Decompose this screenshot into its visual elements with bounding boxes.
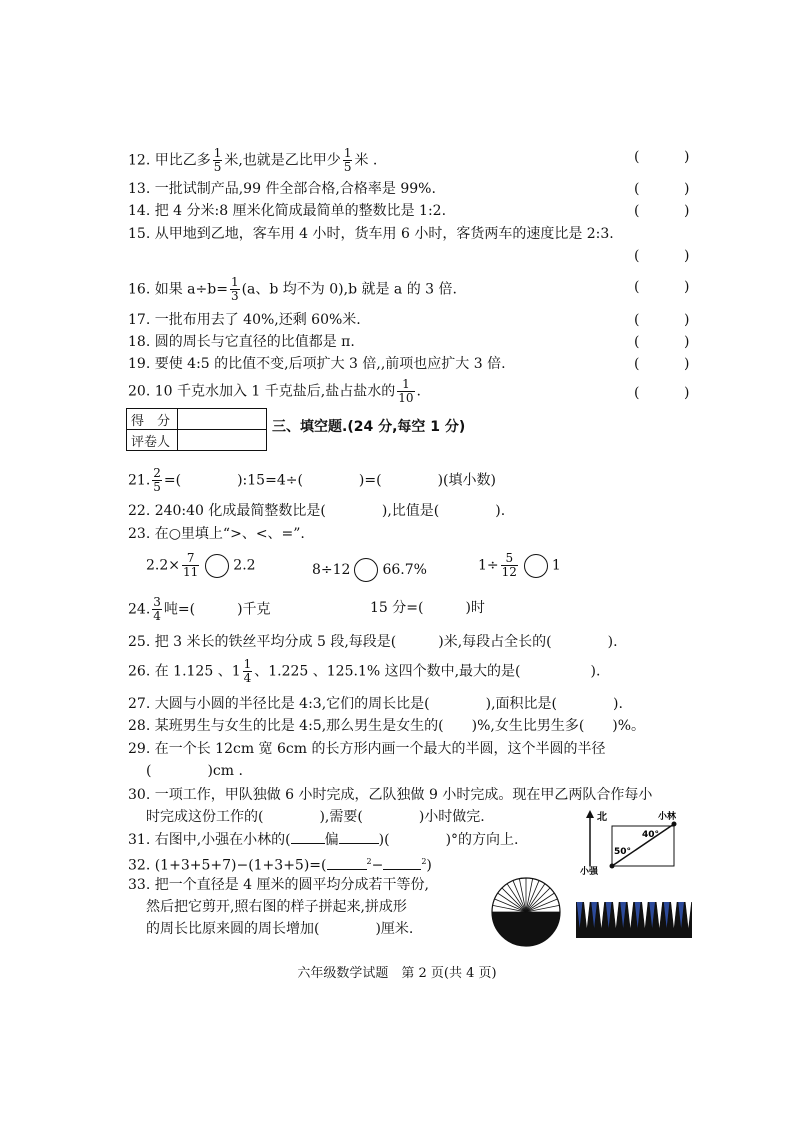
question-33-cont2: 的周长比原来圆的周长增加( )厘米. — [146, 921, 414, 937]
grader-cell[interactable] — [178, 430, 267, 451]
sector-line — [502, 888, 526, 912]
question-29: 29. 在一个长 12cm 宽 6cm 的长方形内画一个最大的半圆，这个半圆的半径 — [128, 741, 606, 757]
question-14: 14. 把 4 分米:8 厘米化简成最简单的整数比是 1:2. — [128, 203, 447, 219]
fraction: $\frac{3}{4}$ — [153, 595, 161, 623]
answer-paren-17[interactable]: ( ) — [634, 312, 690, 328]
circle-bottom-half — [492, 912, 560, 946]
answer-paren-16[interactable]: ( ) — [634, 279, 690, 295]
blank-underline[interactable] — [291, 843, 325, 844]
score-cell[interactable] — [178, 409, 267, 430]
answer-paren-13[interactable]: ( ) — [634, 181, 690, 197]
page-footer: 六年级数学试题 第 2 页(共 4 页) — [297, 966, 497, 981]
answer-paren-15[interactable]: ( ) — [634, 248, 690, 264]
compare-circle-3[interactable] — [524, 554, 548, 578]
question-13: 13. 一批试制产品,99 件全部合格,合格率是 99%. — [128, 181, 436, 197]
question-16: 16. 如果 a÷b= $\frac{1}{3}$ (a、b 均不为 0),b 就是 a 的 3 倍. — [128, 275, 457, 303]
fraction: $\frac{1}{5}$ — [343, 146, 352, 174]
direction-diagram — [580, 810, 692, 876]
fraction: $\frac{5}{12}$ — [501, 551, 517, 579]
question-15: 15. 从甲地到乙地，客车用 4 小时，货车用 6 小时，客货两车的速度比是 2:3. — [128, 226, 614, 242]
xiaoqiang-point — [610, 864, 615, 869]
section-3-heading: 三、填空题.(24 分,每空 1 分) — [272, 419, 466, 435]
fraction: $\frac{1}{10}$ — [398, 377, 414, 405]
grader-label: 评卷人 — [127, 430, 178, 451]
compare-circle-1[interactable] — [205, 554, 229, 578]
blank-underline[interactable] — [339, 843, 379, 844]
question-18: 18. 圆的周长与它直径的比值都是 π. — [128, 334, 355, 350]
sector-line — [526, 888, 550, 912]
fraction: $\frac{1}{4}$ — [243, 657, 252, 685]
fraction: $\frac{1}{5}$ — [213, 146, 222, 174]
xiaolin-point — [672, 822, 677, 827]
question-22: 22. 240:40 化成最简整数比是( ),比值是( ). — [128, 503, 506, 519]
answer-paren-12[interactable]: ( ) — [634, 149, 690, 165]
strip-top-edge — [576, 898, 692, 902]
divided-circle-diagram — [490, 876, 562, 948]
fraction: $\frac{7}{11}$ — [183, 551, 199, 579]
angle-40-label: 40° — [642, 830, 660, 840]
compare-circle-2[interactable] — [354, 558, 378, 582]
question-25: 25. 把 3 米长的铁丝平均分成 5 段,每段是( )米,每段占全长的( ). — [128, 634, 618, 650]
angle-50-label: 50° — [614, 847, 632, 857]
question-17: 17. 一批布用去了 40%,还剩 60%米. — [128, 312, 361, 328]
compare-item-3: 1÷ $\frac{5}{12}$ 1 — [478, 551, 561, 579]
blank-underline[interactable] — [383, 869, 421, 870]
north-label: 北 — [597, 812, 607, 823]
answer-paren-20[interactable]: ( ) — [634, 385, 690, 401]
question-30: 30. 一项工作，甲队独做 6 小时完成，乙队独做 9 小时完成。现在甲乙两队合作每小 — [128, 787, 653, 803]
question-31: 31. 右图中,小强在小林的( 偏 )( )°的方向上. — [128, 832, 519, 848]
arrow-head-icon — [586, 810, 594, 818]
question-27: 27. 大圆与小圆的半径比是 4:3,它们的周长比是( ),面积比是( ). — [128, 696, 623, 712]
blank-underline[interactable] — [327, 869, 367, 870]
score-label: 得 分 — [127, 409, 178, 430]
question-32: 32. (1+3+5+7)−(1+3+5)=( $^2$− $^2$) — [128, 857, 432, 874]
fraction: $\frac{2}{5}$ — [153, 466, 161, 494]
question-24: 24. $\frac{3}{4}$ 吨=( )千克 — [128, 595, 271, 623]
question-23: 23. 在○里填上“>、<、=”. — [128, 526, 305, 542]
question-33-cont: 然后把它剪开,照右图的样子拼起来,拼成形 — [146, 899, 407, 915]
fraction: $\frac{1}{3}$ — [230, 275, 239, 303]
question-24-part2: 15 分=( )时 — [370, 600, 485, 616]
xiaoqiang-label: 小强 — [580, 867, 599, 876]
question-20: 20. 10 千克水加入 1 千克盐后,盐占盐水的 $\frac{1}{10}$ . — [128, 377, 421, 405]
xiaolin-label: 小林 — [658, 812, 677, 822]
question-29-cont: ( )cm . — [146, 763, 243, 779]
score-table — [126, 408, 267, 451]
answer-paren-14[interactable]: ( ) — [634, 203, 690, 219]
question-28: 28. 某班男生与女生的比是 4:5,那么男生是女生的( )%,女生比男生多( )%。 — [128, 718, 646, 734]
question-21: 21. $\frac{2}{5}$ =( ):15=4÷( )=( )(填小数) — [128, 466, 496, 494]
question-12: 12. 甲比乙多 $\frac{1}{5}$ 米,也就是乙比甲少 $\frac{1}{5}$ 米 . — [128, 146, 378, 174]
rearranged-shape-diagram — [576, 898, 692, 938]
compare-item-2: 8÷12 66.7% — [312, 558, 427, 582]
question-33: 33. 把一个直径是 4 厘米的圆平均分成若干等份, — [128, 877, 429, 893]
answer-paren-19[interactable]: ( ) — [634, 356, 690, 372]
question-30-cont: 时完成这份工作的( ),需要( )小时做完. — [146, 809, 485, 825]
answer-paren-18[interactable]: ( ) — [634, 334, 690, 350]
compare-item-1: 2.2× $\frac{7}{11}$ 2.2 — [146, 551, 256, 579]
question-26: 26. 在 1.125 、1 $\frac{1}{4}$ 、1.225 、125.1% 这四个数中,最大的是( ). — [128, 657, 601, 685]
question-19: 19. 要使 4:5 的比值不变,后项扩大 3 倍,,前项也应扩大 3 倍. — [128, 356, 506, 372]
